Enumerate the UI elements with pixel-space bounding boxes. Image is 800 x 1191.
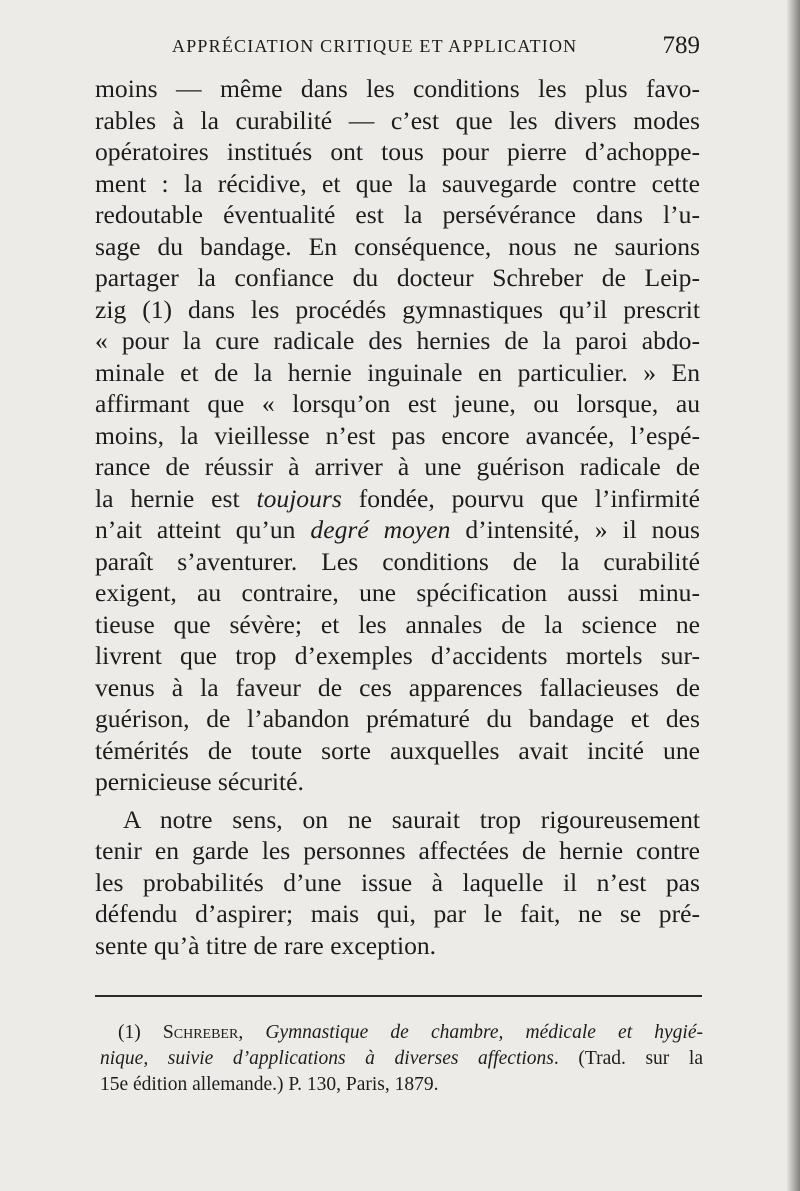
text-run: zig (1) dans les procédés gymnastiques qu’il prescrit [95,294,700,324]
text-run: tieuse que sévère; et les annales de la science ne [95,609,700,639]
text-run: pernicieuse sécurité. [95,767,304,796]
paragraph-1-line [95,294,700,326]
paragraph-1-line [95,672,700,704]
paragraph-1-line [95,262,700,294]
paragraph-1-line [95,420,700,452]
text-run: A notre sens, on ne saurait trop rigoureusement [123,804,700,834]
text-run: sente qu’à titre de rare exception. [95,930,437,960]
text-run: redoutable éventualité est la persévérance dans l’u- [95,200,700,229]
paragraph-1-line [95,199,700,231]
text-run: venus à la faveur de ces apparences fallacieuses de [95,672,700,702]
paragraph-1-line [95,766,700,798]
footnote-line [100,1020,703,1046]
page-number: 789 [662,32,700,59]
paragraph-1-line [95,73,700,105]
paragraph-2 [95,804,700,962]
paragraph-2-line [95,804,700,836]
text-run: « pour la cure radicale des hernies de la paroi abdo- [95,326,700,355]
text-run: minale et de la hernie inguinale en particulier. » En [95,357,700,387]
text-run: affirmant que « lorsqu’on est jeune, ou lorsque, au [95,389,700,418]
paragraph-1-line [95,325,700,357]
text-run: paraît s’aventurer. Les conditions de la curabilité [95,546,700,576]
text-run: moins, la vieillesse n’est pas encore avancée, l’espé- [95,420,700,450]
text-run: (1) [118,1022,163,1043]
footnote-line [100,1046,703,1072]
italic-text: Gymnastique de chambre, médicale et hygié- [265,1022,703,1043]
paragraph-2-line [95,835,700,867]
italic-text: toujours [256,483,342,513]
text-run: la hernie est [95,483,257,513]
text-run: livrent que trop d’exemples d’accidents mortels sur- [95,641,700,670]
footnote [100,1020,703,1098]
italic-text: nique, suivie d’applications à diverses affections [100,1048,554,1069]
text-run: d’intensité, » il nous [450,515,700,544]
text-run: les probabilités d’une issue à laquelle il n’est pas [95,867,700,897]
paragraph-1-line [95,546,700,578]
text-run: tenir en garde les personnes affectées de hernie contre [95,836,700,865]
author-name: Schreber [162,1022,239,1043]
paragraph-1-line [95,703,700,735]
text-run: rables à la curabilité — c’est que les divers modes [95,105,700,135]
text-run: moins — même dans les conditions les plus favo- [95,74,700,103]
page-header [120,32,700,68]
text-run: témérités de toute sorte auxquelles avait incité une [95,735,700,765]
main-text [95,73,700,967]
paragraph-1-line [95,640,700,672]
text-run: sage du bandage. En conséquence, nous ne saurions [95,231,700,261]
paragraph-2-line [95,930,700,962]
paragraph-1-line [95,231,700,263]
paragraph-1-line [95,609,700,641]
footnote-divider [95,995,702,997]
paragraph-1-line [95,514,700,546]
text-run: fondée, pourvu que l’infirmité [341,483,701,513]
paragraph-1-line [95,577,700,609]
paragraph-2-line [95,867,700,899]
paragraph-1-line [95,735,700,767]
italic-text: degré moyen [310,515,451,544]
text-run: rance de réussir à arriver à une guérison radicale de [95,452,700,481]
paragraph-1 [95,73,700,798]
paragraph-1-line [95,388,700,420]
paragraph-2-line [95,898,700,930]
running-head: APPRÉCIATION CRITIQUE ET APPLICATION [172,36,578,56]
paragraph-1-line [95,357,700,389]
paragraph-1-line [95,136,700,168]
text-run: défendu d’aspirer; mais qui, par le fait, ne se pré- [95,899,700,928]
paragraph-1-line [95,168,700,200]
text-run: n’ait atteint qu’un [95,515,311,544]
text-run: 15e édition allemande.) P. 130, Paris, 1879. [100,1074,439,1095]
paragraph-1-line [95,451,700,483]
text-run: opératoires institués ont tous pour pierre d’achoppe- [95,137,700,166]
text-run: exigent, au contraire, une spécification aussi minu- [95,578,700,607]
text-run: partager la confiance du docteur Schreber de Leip- [95,263,700,292]
paragraph-1-line [95,483,700,515]
text-run: guérison, de l’abandon prématuré du bandage et des [95,704,700,733]
text-run: , [238,1022,266,1043]
text-run: ment : la récidive, et que la sauvegarde contre cette [95,168,700,198]
text-run: . (Trad. sur la [553,1048,703,1069]
paragraph-1-line [95,105,700,137]
footnote-line [100,1072,703,1098]
